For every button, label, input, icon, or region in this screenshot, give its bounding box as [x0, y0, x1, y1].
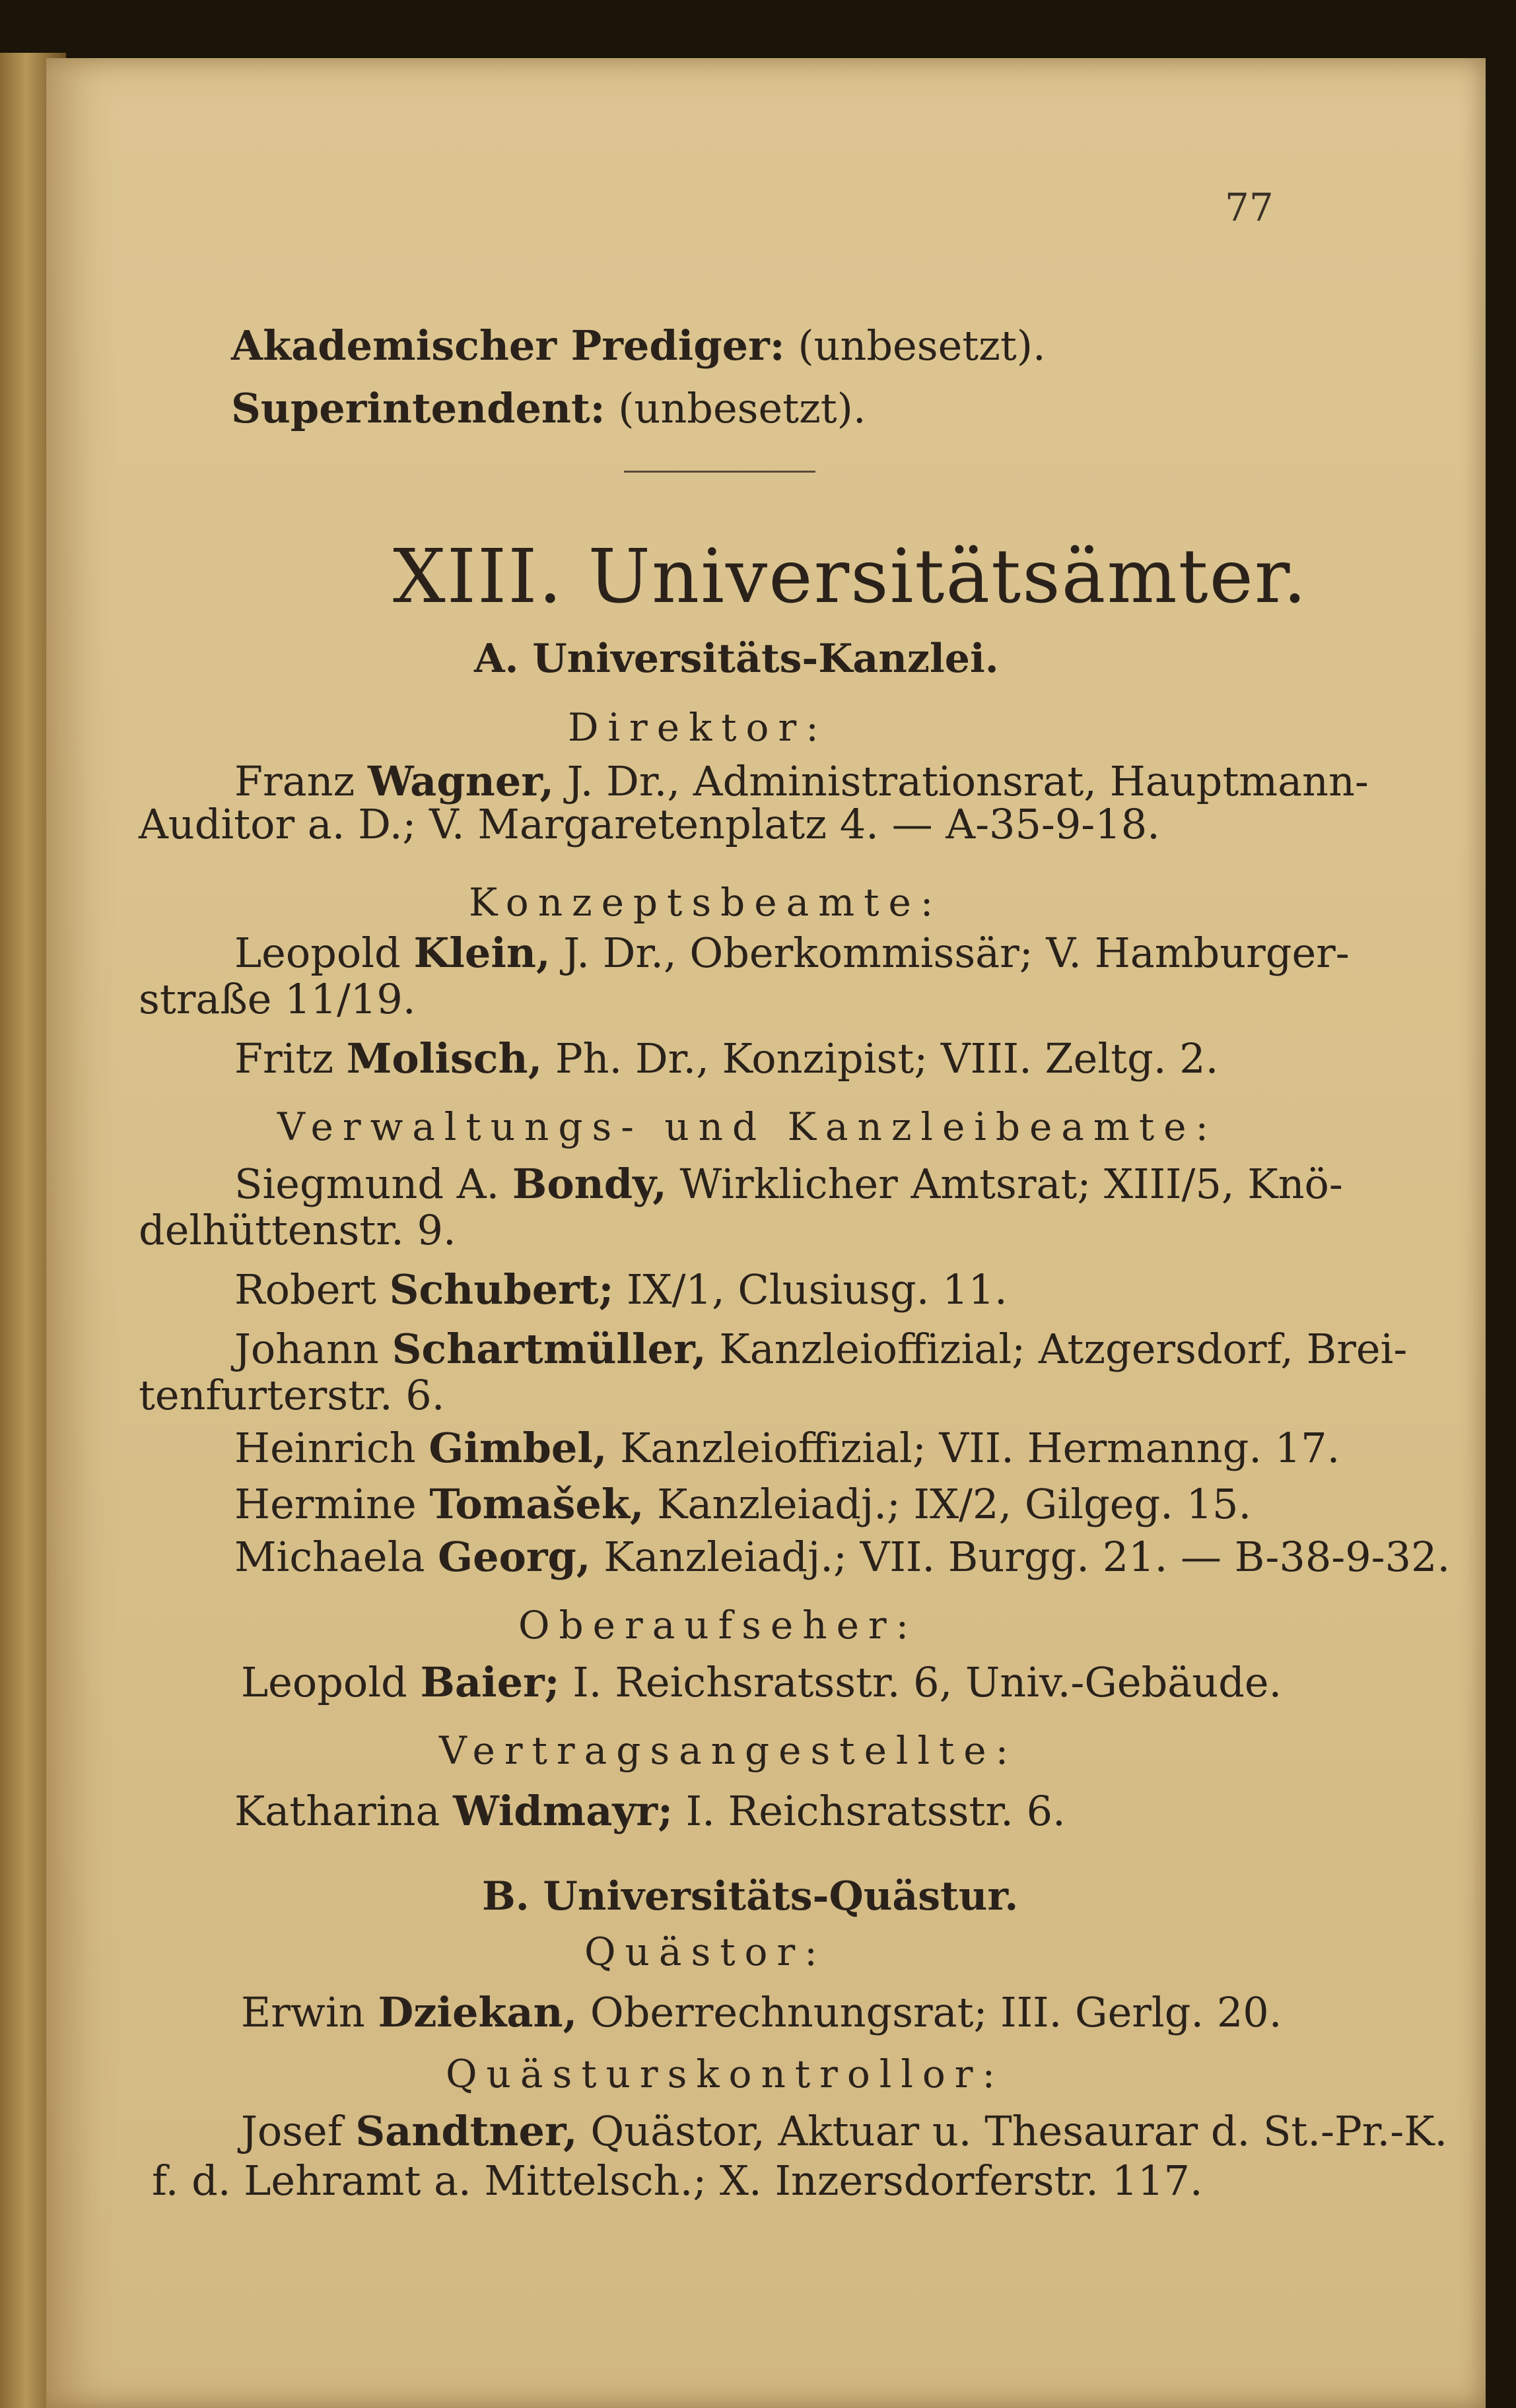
entry-gimbel: Heinrich Gimbel, Kanzleioffizial; VII. Hermanng. 17. — [234, 1424, 1340, 1472]
section-a-heading: A. Universitäts-Kanzlei. — [474, 636, 999, 682]
entry-bondy-line2: delhüttenstr. 9. — [139, 1206, 456, 1254]
vertrag-label: Vertragsangestellte: — [439, 1728, 1018, 1773]
page-number: 77 — [1225, 185, 1274, 230]
quaestor-label: Quästor: — [584, 1929, 827, 1974]
entry-tomasek: Hermine Tomašek, Kanzleiadj.; IX/2, Gilgeg. 15. — [234, 1480, 1252, 1528]
page-content — [46, 58, 1486, 2408]
entry-wagner-line2: Auditor a. D.; V. Margaretenplatz 4. — A-35-9-18. — [139, 800, 1160, 848]
entry-sandtner-line2: f. d. Lehramt a. Mittelsch.; X. Inzersdorferstr. 117. — [152, 2157, 1203, 2205]
header-line-prediger: Akademischer Prediger: (unbesetzt). — [231, 321, 1046, 370]
entry-schubert: Robert Schubert; IX/1, Clusiusg. 11. — [234, 1265, 1008, 1314]
entry-schartmueller-line2: tenfurterstr. 6. — [139, 1371, 445, 1419]
entry-sandtner-line1: Josef Sandtner, Quästor, Aktuar u. Thesaurar d. St.-Pr.-K. — [241, 2107, 1448, 2155]
entry-klein-line2: straße 11/19. — [139, 975, 416, 1023]
verwaltung-label: Verwaltungs- und Kanzleibeamte: — [277, 1104, 1218, 1149]
divider-rule — [624, 471, 815, 473]
header-line-superintendent: Superintendent: (unbesetzt). — [231, 384, 866, 432]
entry-georg: Michaela Georg, Kanzleiadj.; VII. Burgg. 21. — B-38-9-32. — [234, 1533, 1451, 1581]
direktor-label: Direktor: — [568, 705, 828, 750]
entry-schartmueller-line1: Johann Schartmüller, Kanzleioffizial; Atzgersdorf, Brei- — [234, 1325, 1408, 1373]
entry-widmayr: Katharina Widmayr; I. Reichsratsstr. 6. — [234, 1787, 1066, 1835]
entry-baier: Leopold Baier; I. Reichsratsstr. 6, Univ.-Gebäude. — [241, 1658, 1282, 1706]
entry-molisch: Fritz Molisch, Ph. Dr., Konzipist; VIII. Zeltg. 2. — [234, 1034, 1219, 1083]
entry-bondy-line1: Siegmund A. Bondy, Wirklicher Amtsrat; XIII/5, Knö- — [234, 1160, 1343, 1208]
oberaufseher-label: Oberaufseher: — [518, 1603, 918, 1648]
entry-klein-line1: Leopold Klein, J. Dr., Oberkommissär; V. Hamburger- — [234, 929, 1350, 977]
entry-dziekan: Erwin Dziekan, Oberrechnungsrat; III. Gerlg. 20. — [241, 1988, 1282, 2036]
konzept-label: Konzeptsbeamte: — [469, 880, 943, 925]
section-b-heading: B. Universitäts-Quästur. — [482, 1873, 1019, 1920]
kontroll-label: Quästurskontrollor: — [446, 2052, 1005, 2096]
chapter-title: XIII. Universitätsämter. — [393, 534, 1308, 620]
entry-wagner-line1: Franz Wagner, J. Dr., Administrationsrat, Hauptmann- — [234, 757, 1369, 805]
book-page — [46, 58, 1486, 2408]
